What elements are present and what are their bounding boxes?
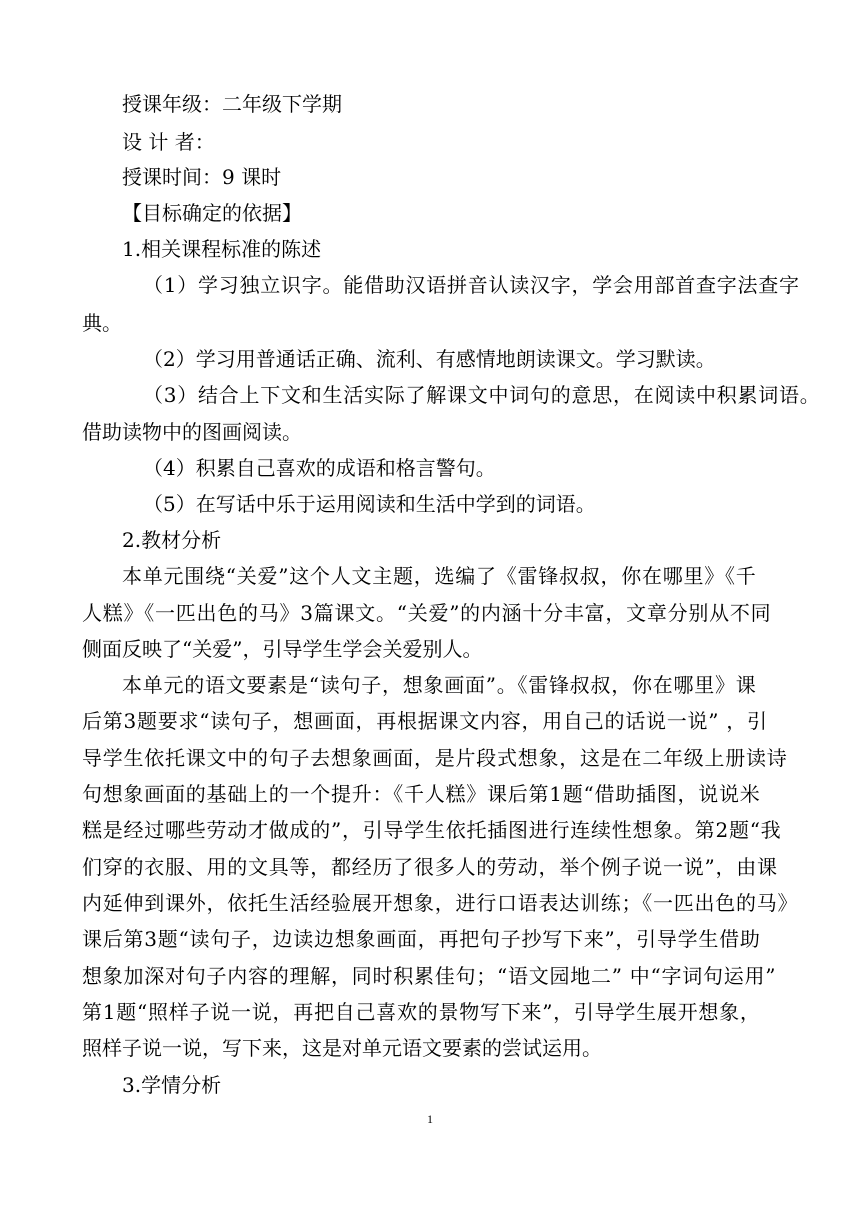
hours-line: 授课时间：9 课时	[122, 165, 282, 189]
paragraph-2-line-8: 课后第3题“读句子，边读边想象画面，再把句子抄写下来”，引导学生借助	[82, 927, 761, 951]
paragraph-2-line-10: 第1题“照样子说一说，再把自己喜欢的景物写下来”，引导学生展开想象，	[82, 1000, 761, 1024]
standard-item-4: （4）积累自己喜欢的成语和格言警句。	[143, 456, 496, 480]
paragraph-2-line-7: 内延伸到课外，依托生活经验展开想象，进行口语表达训练；《一匹出色的马》	[82, 891, 799, 915]
student-analysis-heading: 3.学情分析	[122, 1073, 222, 1097]
paragraph-1-line-2: 人糕》《一匹出色的马》3篇课文。“关爱”的内涵十分丰富，文章分别从不同	[82, 601, 772, 625]
grade-line: 授课年级：二年级下学期	[122, 92, 342, 116]
curriculum-heading: 1.相关课程标准的陈述	[122, 237, 322, 261]
designer-line: 设 计 者：	[122, 130, 215, 154]
textbook-analysis-heading: 2.教材分析	[122, 528, 222, 552]
standard-item-1-line-2: 典。	[82, 311, 122, 335]
paragraph-1-line-3: 侧面反映了“关爱”，引导学生学会关爱别人。	[82, 637, 483, 661]
paragraph-2-line-3: 导学生依托课文中的句子去想象画面，是片段式想象，这是在二年级上册读诗	[82, 746, 788, 770]
paragraph-2-line-1: 本单元的语文要素是“读句子，想象画面”。《雷锋叔叔，你在哪里》课	[122, 673, 757, 697]
paragraph-2-line-11: 照样子说一说，写下来，这是对单元语文要素的尝试运用。	[82, 1036, 602, 1060]
paragraph-2-line-4: 句想象画面的基础上的一个提升：《千人糕》课后第1题“借助插图，说说米	[82, 782, 761, 806]
page-number: 1	[427, 1112, 433, 1126]
standard-item-1-line-1: （1）学习独立识字。能借助汉语拼音认读汉字，学会用部首查字法查字	[143, 273, 800, 297]
paragraph-2-line-5: 糕是经过哪些劳动才做成的”，引导学生依托插图进行连续性想象。第2题“我	[82, 818, 782, 842]
standard-item-3-line-2: 借助读物中的图画阅读。	[82, 420, 302, 444]
paragraph-1-line-1: 本单元围绕“关爱”这个人文主题，选编了《雷锋叔叔，你在哪里》《千	[122, 564, 757, 588]
section-title: 【目标确定的依据】	[122, 201, 302, 225]
paragraph-2-line-9: 想象加深对句子内容的理解，同时积累佳句；“语文园地二” 中“字词句运用”	[82, 964, 777, 988]
paragraph-2-line-6: 们穿的衣服、用的文具等，都经历了很多人的劳动，举个例子说一说”，由课	[82, 855, 778, 879]
standard-item-3-line-1: （3）结合上下文和生活实际了解课文中词句的意思，在阅读中积累词语。	[143, 383, 821, 407]
standard-item-5: （5）在写话中乐于运用阅读和生活中学到的词语。	[143, 492, 596, 516]
paragraph-2-line-2: 后第3题要求“读句子，想画面，再根据课文内容，用自己的话说一说” ，引	[82, 709, 768, 733]
standard-item-2: （2）学习用普通话正确、流利、有感情地朗读课文。学习默读。	[143, 347, 716, 371]
